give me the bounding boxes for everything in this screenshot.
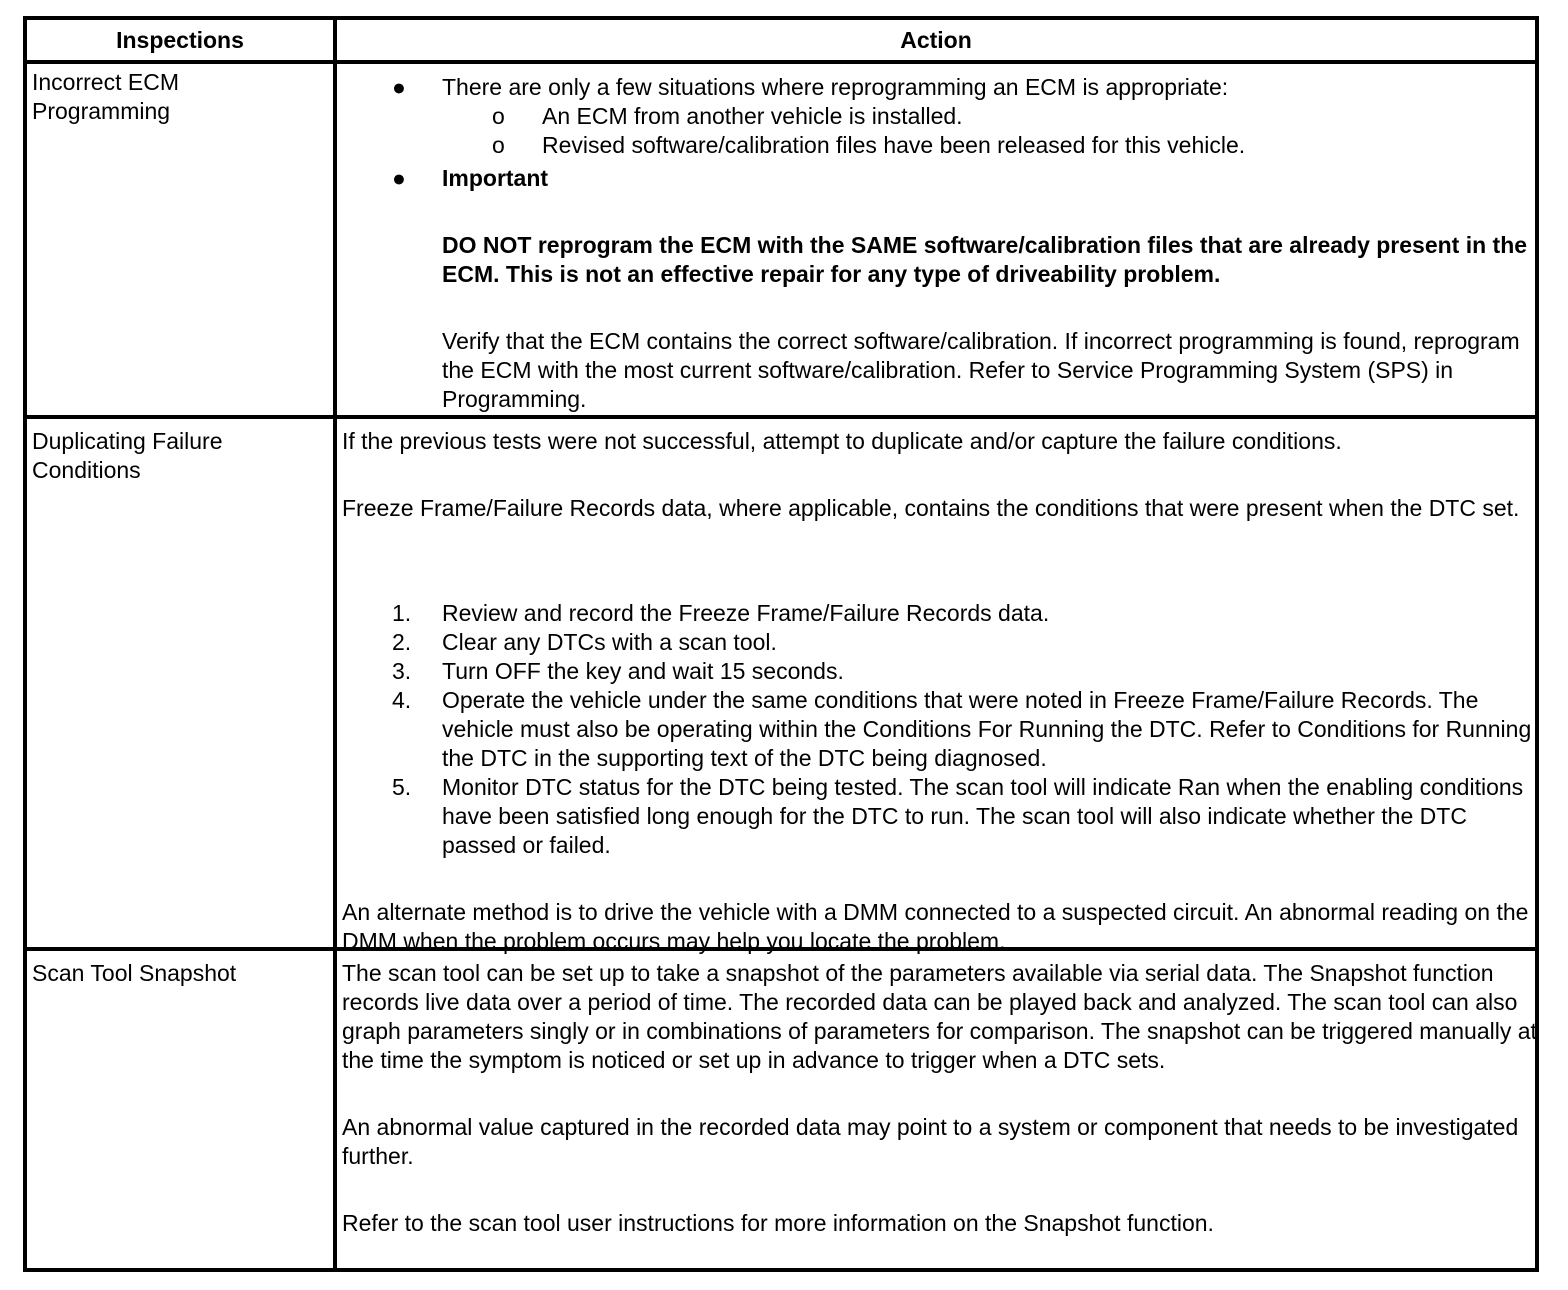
inspection-table [23, 16, 1539, 1272]
list-item [342, 628, 1537, 657]
snapshot-paragraph: The scan tool can be set up to take a snapshot of the parameters available via serial data. The Snapshot function records live data over a period of time. The recorded data can be played back and analyzed. The scan tool can also graph parameters singly or in combinations of parameters for comparison. The snapshot can be triggered manually at the time the symptom is noticed or set up in advance to trigger when a DTC sets. [342, 960, 1537, 1073]
step-text: Review and record the Freeze Frame/Failure Records data. [442, 600, 1050, 626]
step-number: 5. [392, 774, 412, 800]
list-item [342, 657, 1537, 686]
abnormal-value-paragraph: An abnormal value captured in the recorded data may point to a system or component that needs to be investigated further. [342, 1114, 1519, 1169]
column-divider [333, 20, 337, 1268]
row-ecm-programming-inspection [32, 68, 332, 126]
bullet-icon: ● [392, 74, 406, 100]
header-action: Action [900, 27, 972, 53]
alternate-method-paragraph: An alternate method is to drive the vehicle with a DMM connected to a suspected circuit. An abnormal reading on the DMM when the problem occurs may help you locate the problem. [342, 899, 1529, 954]
bullet-icon: ● [392, 165, 406, 191]
circle-bullet-icon: o [492, 132, 505, 158]
step-text: Turn OFF the key and wait 15 seconds. [442, 658, 844, 684]
step-text: Monitor DTC status for the DTC being tested. The scan tool will indicate Ran when the enabling conditions have been satisfied long enough for the DTC to run. The scan tool will also indicate whether the DTC passed or failed. [442, 774, 1524, 858]
list-item [342, 73, 1537, 102]
step-text: Clear any DTCs with a scan tool. [442, 629, 777, 655]
list-item [342, 102, 1537, 131]
bullet-text: There are only a few situations where reprogramming an ECM is appropriate: [442, 74, 1229, 100]
inspection-label-line1: Scan Tool Snapshot [32, 960, 237, 986]
header-divider [27, 60, 1535, 64]
freeze-frame-paragraph: Freeze Frame/Failure Records data, where applicable, contains the conditions that were present when the DTC set. [342, 495, 1520, 521]
step-text: Operate the vehicle under the same conditions that were noted in Freeze Frame/Failure Records. The vehicle must also be operating within the Conditions For Running the DTC. Refer to Conditions for Running the DTC in the supporting text of the DTC being diagnosed. [442, 687, 1532, 771]
circle-bullet-icon: o [492, 103, 505, 129]
header-inspections: Inspections [116, 27, 244, 53]
list-item [342, 131, 1537, 160]
sub-bullet-text: Revised software/calibration files have been released for this vehicle. [542, 132, 1246, 158]
inspection-label-line1: Incorrect ECM [32, 69, 179, 95]
refer-paragraph: Refer to the scan tool user instructions for more information on the Snapshot function. [342, 1210, 1214, 1236]
inspection-label-line2: Programming [32, 98, 171, 124]
list-item [342, 773, 1537, 860]
step-number: 1. [392, 600, 412, 626]
sub-bullet-text: An ECM from another vehicle is installed. [542, 103, 963, 129]
inspection-label-line2: Conditions [32, 457, 141, 483]
important-note: DO NOT reprogram the ECM with the SAME software/calibration files that are already present in the ECM. This is not an effective repair for any type of driveability problem. [442, 232, 1528, 287]
row-duplicating-failure-inspection [32, 427, 332, 485]
step-number: 3. [392, 658, 412, 684]
list-item [342, 686, 1537, 773]
row-duplicating-failure-action [342, 427, 1537, 956]
row-divider-1 [27, 415, 1535, 419]
row-scan-tool-snapshot-action [342, 959, 1537, 1238]
verify-paragraph: Verify that the ECM contains the correct software/calibration. If incorrect programming is found, reprogram the ECM with the most current software/calibration. Refer to Service Programming System (SPS) in Programming. [442, 328, 1520, 412]
row-scan-tool-snapshot-inspection [32, 959, 332, 988]
row-ecm-programming-action [342, 73, 1537, 414]
intro-paragraph: If the previous tests were not successful, attempt to duplicate and/or capture the failure conditions. [342, 428, 1342, 454]
step-number: 2. [392, 629, 412, 655]
inspection-label-line1: Duplicating Failure [32, 428, 223, 454]
list-item [342, 164, 1537, 193]
list-item [342, 599, 1537, 628]
step-number: 4. [392, 687, 412, 713]
important-heading: Important [442, 165, 549, 191]
